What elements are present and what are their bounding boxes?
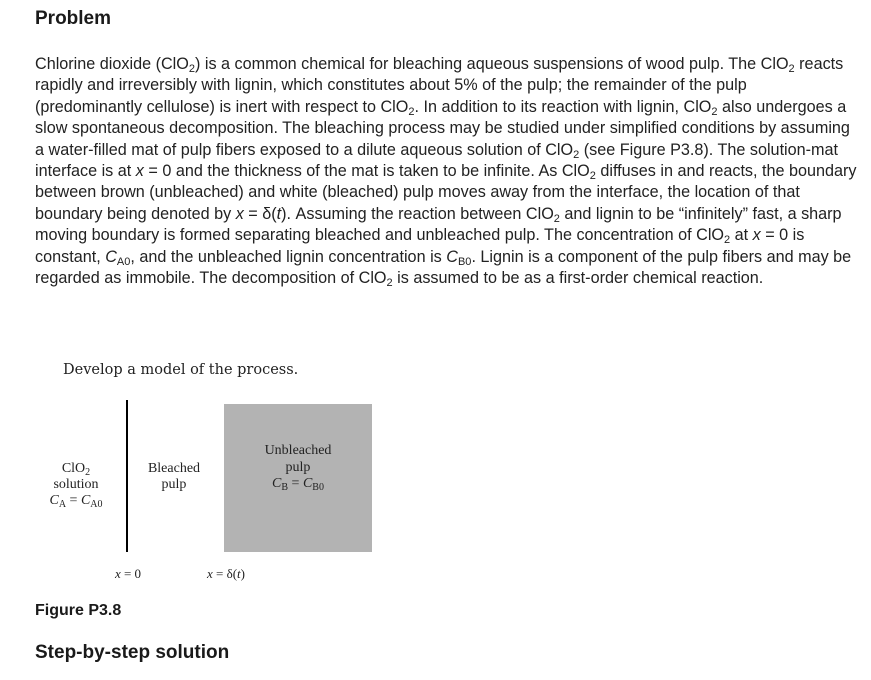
- bleached-label-1: Bleached: [147, 461, 201, 476]
- figure-p3-8: [0, 390, 420, 590]
- x-zero-label: x = 0: [114, 566, 142, 581]
- unbleached-label-1: Unbleached: [264, 443, 332, 458]
- bleached-label-2: pulp: [161, 477, 187, 492]
- step-by-step-heading[interactable]: Step-by-step solution: [35, 642, 230, 663]
- solution-label-clo2: ClO$_2$: [61, 461, 91, 478]
- problem-statement: Chlorine dioxide (ClO$_2$) is a common chemical for bleaching aqueous suspensions of wood pulp. The ClO$_2$ reacts rapidly and irreversibly with lignin, which constitutes about 5% of the pulp; the remainder of the pulp (predominantly cellulose) is inert with respect to ClO$_2$. In addition to its reaction with lignin, ClO$_2$ also undergoes a slow spontaneous decomposition. The bleaching process may be studied under simplified conditions by assuming a water-filled mat of pulp fibers exposed to a dilute aqueous solution of ClO$_2$ (see Figure P3.8). The solution-mat interface is at x = 0 and the thickness of the mat is taken to be infinite. As ClO$_2$ diffuses in and reacts, the boundary between brown (unbleached) and white (bleached) pulp moves away from the interface, the location of that boundary being denoted by x = δ(t). Assuming the reaction between ClO$_2$ and lignin to be “infinitely” fast, a sharp moving boundary is formed separating bleached and unbleached pulp. The concentration of ClO$_2$ at x = 0 is constant, $C_{A0}$, and the unbleached lignin concentration is $C_{B0}$. Lignin is a component of the pulp fibers and may be regarded as immobile. The decomposition of ClO$_2$ is assumed to be as a first-order chemical reaction.: [35, 55, 857, 290]
- unbleached-label-2: pulp: [285, 460, 311, 475]
- problem-heading: Problem: [35, 8, 112, 29]
- x-delta-label: x = δ(t): [206, 566, 246, 581]
- solution-label-concentration: $C_A = C_{A0}$: [49, 493, 103, 510]
- figure-caption: Figure P3.8: [35, 602, 122, 619]
- bleaching-diagram: [0, 390, 420, 590]
- task-statement: Develop a model of the process.: [63, 362, 299, 378]
- unbleached-label-concentration: $C_B = C_{B0}$: [272, 476, 324, 493]
- solution-label-solution: solution: [53, 477, 99, 492]
